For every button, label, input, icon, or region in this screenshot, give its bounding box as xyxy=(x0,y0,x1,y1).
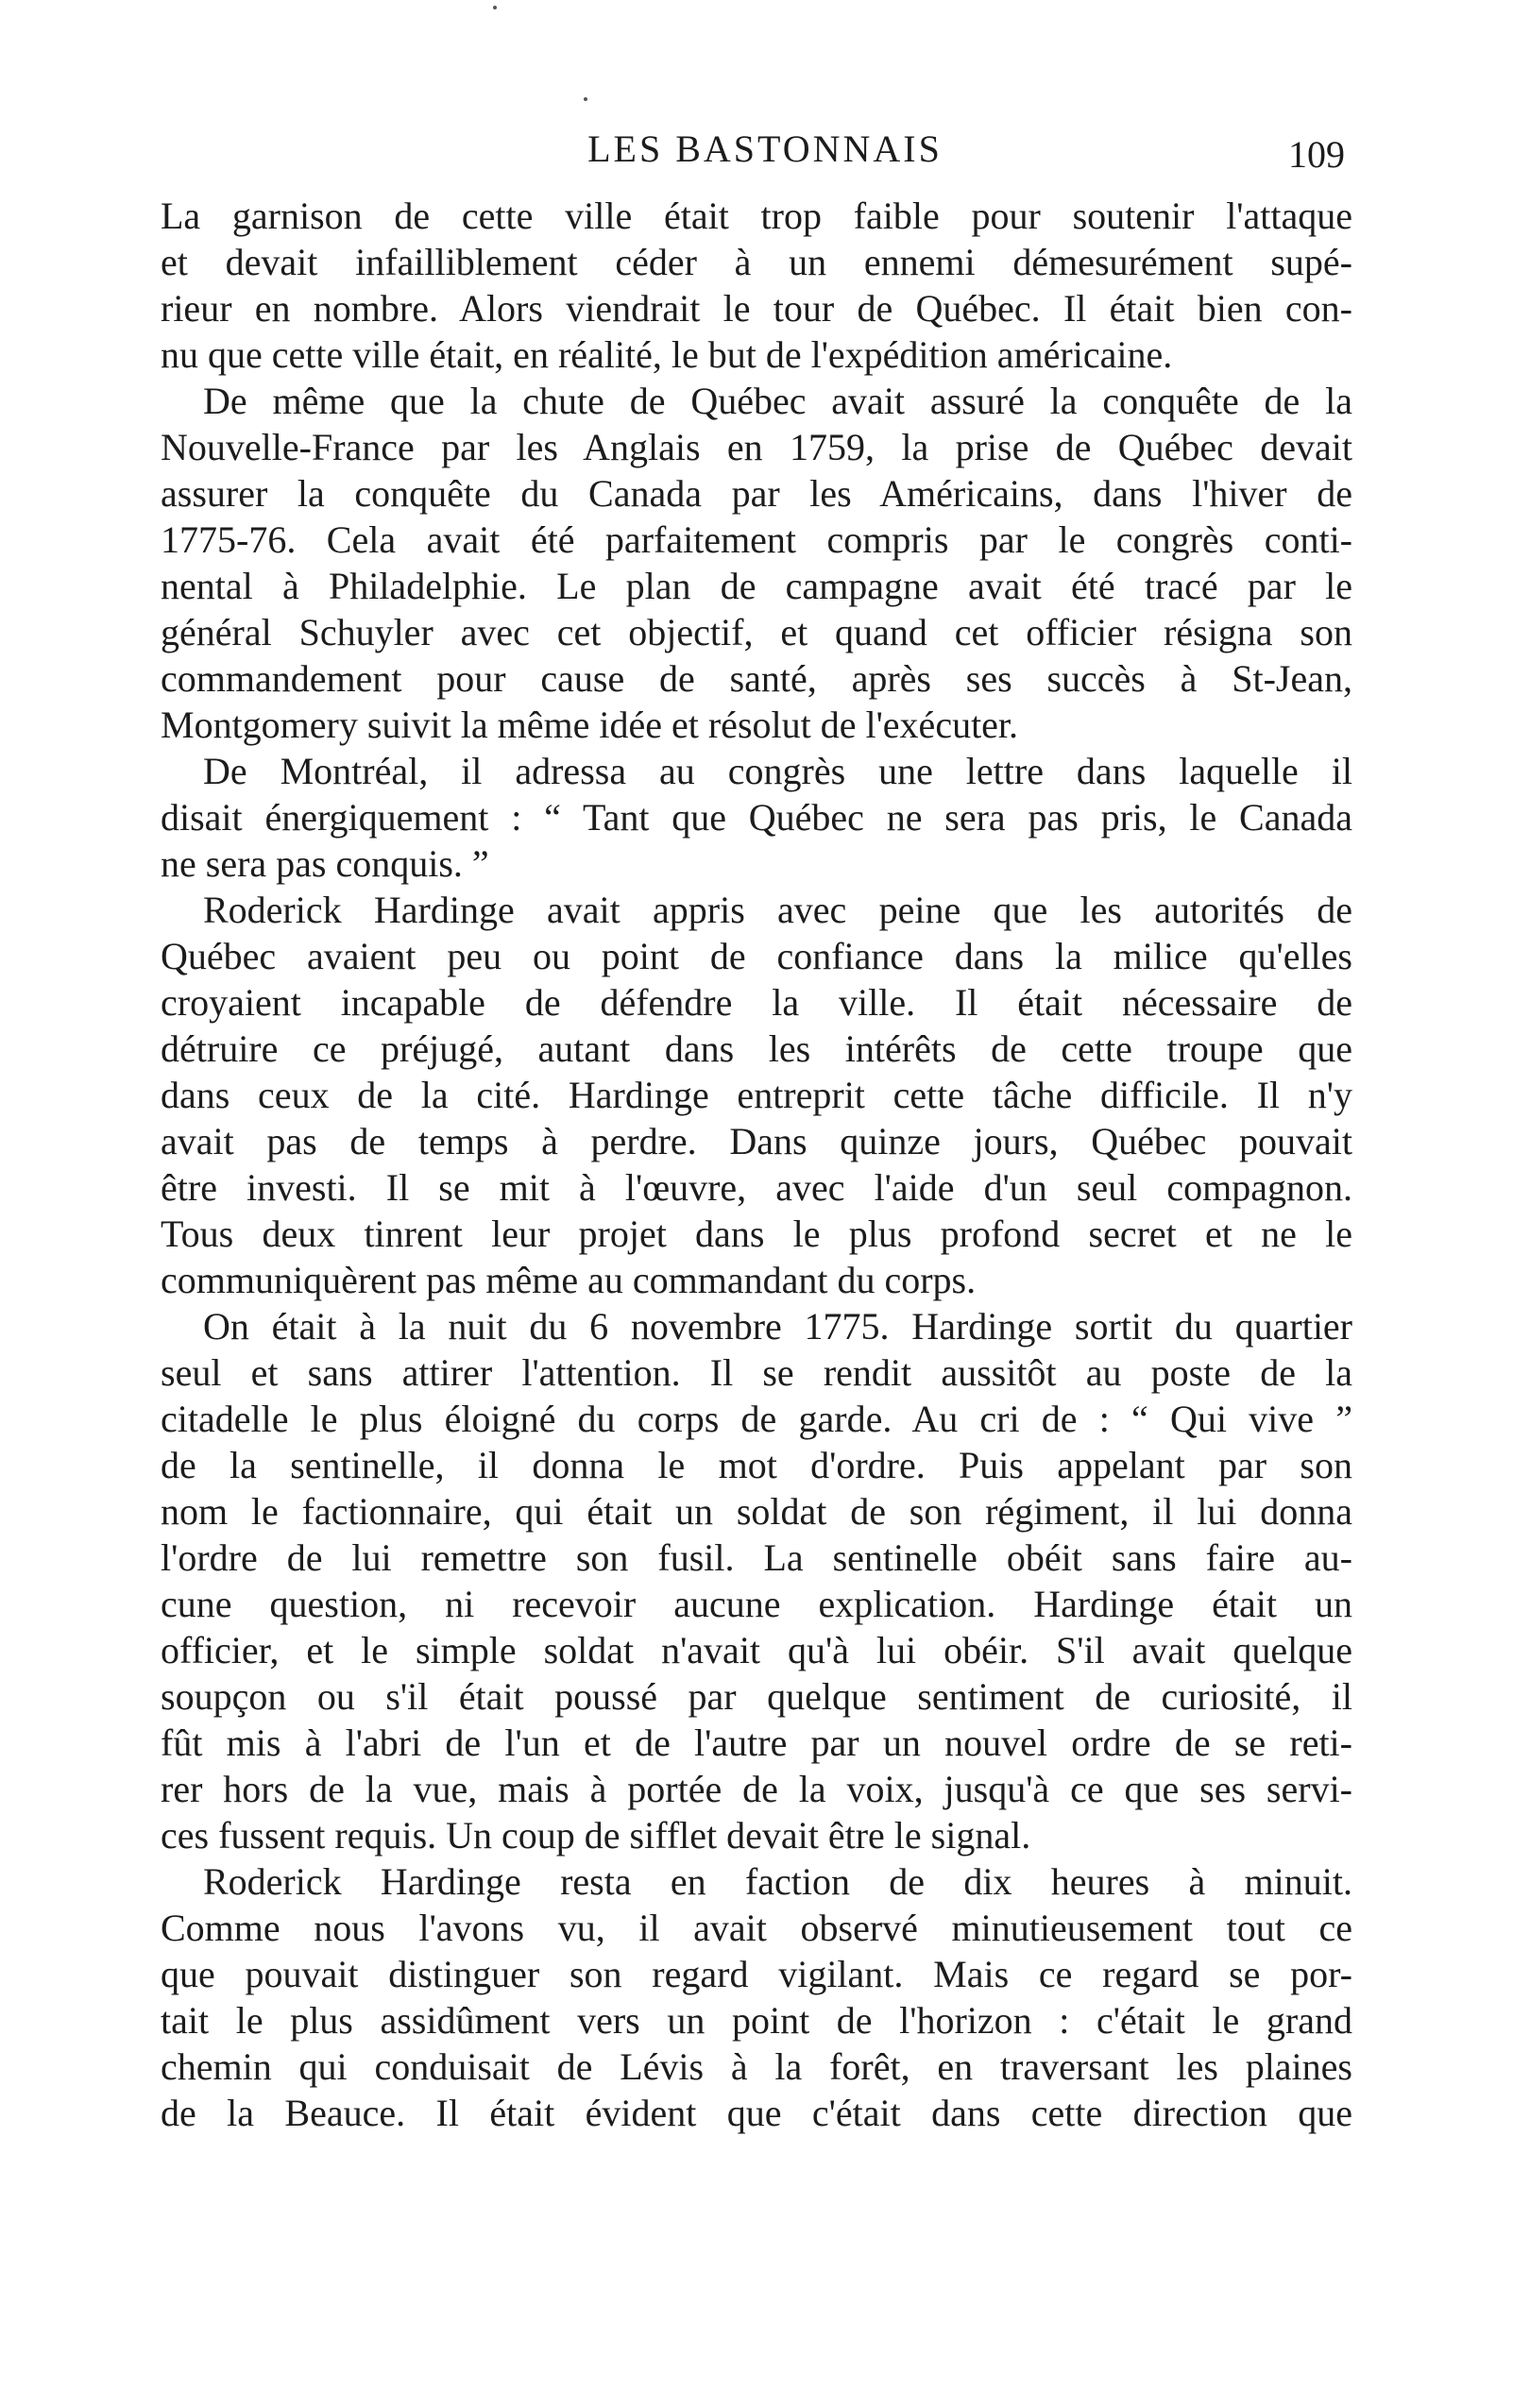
ink-speck xyxy=(493,6,497,9)
text-line: rer hors de la vue, mais à portée de la voix, jusqu'à ce que ses servi- xyxy=(161,1768,1352,1810)
text-line: détruire ce préjugé, autant dans les intérêts de cette troupe que xyxy=(161,1027,1352,1070)
text-line: commandement pour cause de santé, après ses succès à St-Jean, xyxy=(161,657,1352,700)
text-line: l'ordre de lui remettre son fusil. La sentinelle obéit sans faire au- xyxy=(161,1536,1352,1579)
text-line: de la Beauce. Il était évident que c'était dans cette direction que xyxy=(161,2092,1352,2134)
running-title: LES BASTONNAIS xyxy=(587,127,943,170)
text-line: général Schuyler avec cet objectif, et quand cet officier résigna son xyxy=(161,611,1352,653)
text-line: nental à Philadelphie. Le plan de campagne avait été tracé par le xyxy=(161,565,1352,607)
text-line: De Montréal, il adressa au congrès une lettre dans laquelle il xyxy=(203,750,1352,792)
text-line: Roderick Hardinge avait appris avec peine que les autorités de xyxy=(203,889,1352,931)
text-line: fût mis à l'abri de l'un et de l'autre par un nouvel ordre de se reti- xyxy=(161,1721,1352,1764)
ink-speck xyxy=(584,97,587,101)
text-line: officier, et le simple soldat n'avait qu'à lui obéir. S'il avait quelque xyxy=(161,1629,1352,1671)
text-line: être investi. Il se mit à l'œuvre, avec l'aide d'un seul compagnon. xyxy=(161,1166,1352,1209)
text-line: Tous deux tinrent leur projet dans le plus profond secret et ne le xyxy=(161,1212,1352,1255)
body-text xyxy=(161,193,1352,2136)
page-number: 109 xyxy=(1288,133,1345,176)
text-line: de la sentinelle, il donna le mot d'ordre. Puis appelant par son xyxy=(161,1444,1352,1486)
text-line: nom le factionnaire, qui était un soldat de son régiment, il lui donna xyxy=(161,1490,1352,1533)
text-line: On était à la nuit du 6 novembre 1775. Hardinge sortit du quartier xyxy=(203,1305,1352,1348)
text-line: citadelle le plus éloigné du corps de garde. Au cri de : “ Qui vive ” xyxy=(161,1398,1352,1440)
text-line: seul et sans attirer l'attention. Il se rendit aussitôt au poste de la xyxy=(161,1351,1352,1394)
text-line: 1775-76. Cela avait été parfaitement compris par le congrès conti- xyxy=(161,518,1352,561)
text-line: Québec avaient peu ou point de confiance dans la milice qu'elles xyxy=(161,935,1352,977)
text-line: croyaient incapable de défendre la ville. Il était nécessaire de xyxy=(161,981,1352,1024)
text-line: rieur en nombre. Alors viendrait le tour de Québec. Il était bien con- xyxy=(161,287,1352,330)
text-line: De même que la chute de Québec avait assuré la conquête de la xyxy=(203,380,1352,422)
text-line: avait pas de temps à perdre. Dans quinze jours, Québec pouvait xyxy=(161,1120,1352,1162)
text-line: dans ceux de la cité. Hardinge entreprit cette tâche difficile. Il n'y xyxy=(161,1074,1352,1116)
text-line: que pouvait distinguer son regard vigilant. Mais ce regard se por- xyxy=(161,1953,1352,1995)
text-line: Montgomery suivit la même idée et résolut de l'exécuter. xyxy=(161,704,1019,746)
text-line: assurer la conquête du Canada par les Américains, dans l'hiver de xyxy=(161,472,1352,515)
text-line: disait énergiquement : “ Tant que Québec ne sera pas pris, le Canada xyxy=(161,796,1352,839)
text-line: communiquèrent pas même au commandant du corps. xyxy=(161,1259,977,1301)
text-line: La garnison de cette ville était trop faible pour soutenir l'attaque xyxy=(161,195,1352,237)
text-line: Roderick Hardinge resta en faction de dix heures à minuit. xyxy=(203,1860,1352,1903)
text-line: Comme nous l'avons vu, il avait observé minutieusement tout ce xyxy=(161,1907,1352,1949)
text-line: cune question, ni recevoir aucune explication. Hardinge était un xyxy=(161,1583,1352,1625)
text-line: ne sera pas conquis. ” xyxy=(161,842,489,885)
text-line: soupçon ou s'il était poussé par quelque sentiment de curiosité, il xyxy=(161,1675,1352,1718)
text-line: ces fussent requis. Un coup de sifflet devait être le signal. xyxy=(161,1814,1031,1857)
text-line: tait le plus assidûment vers un point de l'horizon : c'était le grand xyxy=(161,1999,1352,2042)
text-line: chemin qui conduisait de Lévis à la forêt, en traversant les plaines xyxy=(161,2045,1352,2088)
text-line: et devait infailliblement céder à un ennemi démesurément supé- xyxy=(161,241,1352,283)
text-line: nu que cette ville était, en réalité, le but de l'expédition américaine. xyxy=(161,333,1173,376)
text-line: Nouvelle-France par les Anglais en 1759, la prise de Québec devait xyxy=(161,426,1352,468)
